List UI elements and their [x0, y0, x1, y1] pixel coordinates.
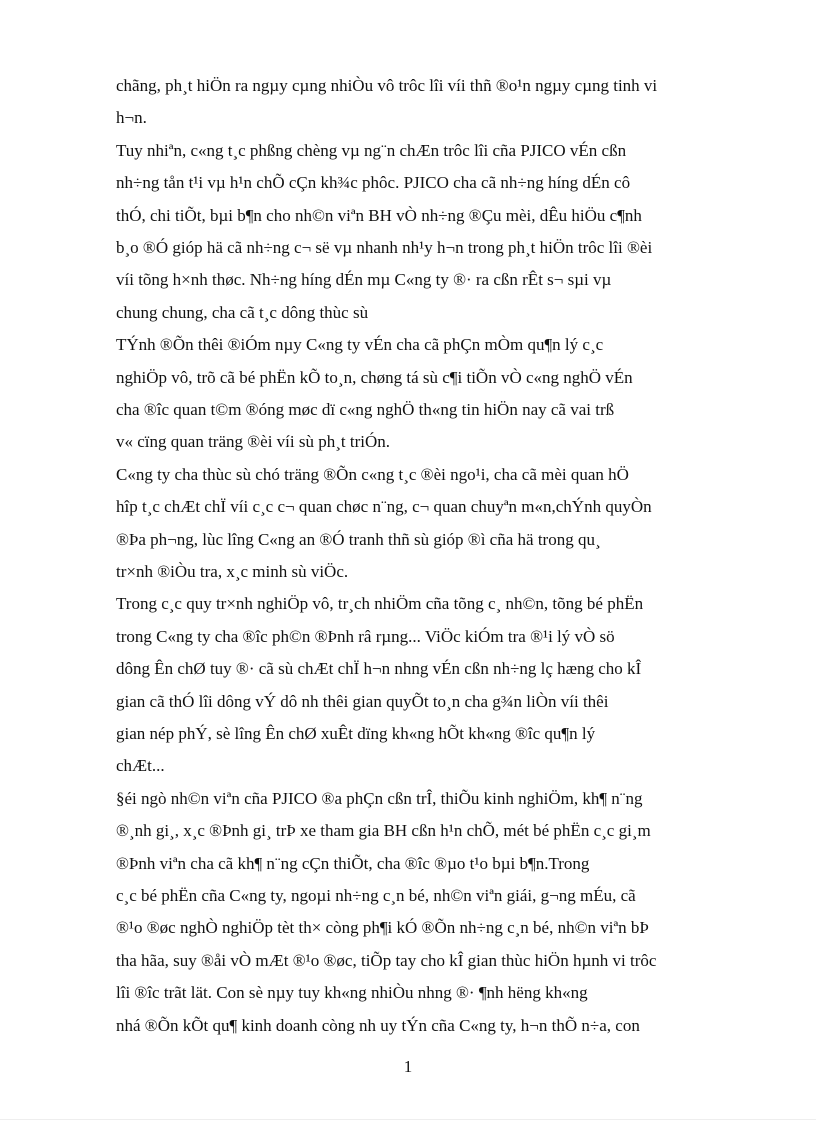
text-line: ®¹o ®øc nghÒ nghiÖp tèt th× còng ph¶i kÓ ®Õn nh÷ng c¸n bé, nh©n viªn bÞ	[116, 918, 649, 938]
text-line: víi tõng h×nh thøc. Nh÷ng híng dÉn mµ C«ng ty ®· ra cßn rÊt s¬ sµi vµ	[116, 270, 612, 290]
text-line: h¬n.	[116, 108, 147, 128]
text-line: chung chung, cha cã t¸c dông thùc sù	[116, 302, 369, 322]
text-line: Tuy nhiªn, c«ng t¸c phßng chèng vµ ng¨n chÆn trôc lîi cña PJICO vÉn cßn	[116, 140, 627, 160]
text-line: tr×nh ®iÒu tra, x¸c minh sù viÖc.	[116, 562, 349, 581]
text-line: dông Ên chØ tuy ®· cã sù chÆt chÏ h¬n nhng vÉn cßn nh÷ng lç hæng cho kÎ	[116, 659, 642, 679]
text-line: b¸o ®Ó gióp hä cã nh÷ng c¬ së vµ nhanh nh¹y h¬n trong ph¸t hiÖn trôc lîi ®èi	[116, 238, 653, 257]
text-line: gian cã thÓ lîi dông vÝ dô nh thêi gian quyÕt to¸n cha g¾n liÒn víi thêi	[116, 691, 609, 711]
text-line: nhá ®Õn kÕt qu¶ kinh doanh còng nh uy tÝn cña C«ng ty, h¬n thÕ n÷a, con	[116, 1015, 640, 1035]
page-bottom-divider	[0, 1119, 816, 1120]
text-line: hîp t¸c chÆt chÏ víi c¸c c¬ quan chøc n¨ng, c¬ quan chuyªn m«n,chÝnh quyÒn	[116, 497, 652, 517]
text-line: Trong c¸c quy tr×nh nghiÖp vô, tr¸ch nhiÖm cña tõng c¸ nh©n, tõng bé phËn	[116, 594, 644, 614]
text-line: v« cïng quan träng ®èi víi sù ph¸t triÓn.	[116, 432, 391, 452]
text-line: TÝnh ®Õn thêi ®iÓm nµy C«ng ty vÉn cha cã phÇn mÒm qu¶n lý c¸c	[116, 335, 604, 355]
text-line: lîi ®îc trãt lät. Con sè nµy tuy kh«ng nhiÒu nhng ®· ¶nh hëng kh«ng	[116, 983, 588, 1003]
page-number: 1	[403, 1057, 413, 1076]
text-line: cha ®îc quan t©m ®óng møc dï c«ng nghÖ th«ng tin hiÖn nay cã vai trß	[116, 400, 615, 419]
text-line: nh÷ng tån t¹i vµ h¹n chÕ cÇn kh¾c phôc. PJICO cha cã nh÷ng híng dÉn cô	[116, 173, 631, 193]
text-line: chÆt...	[116, 756, 165, 776]
text-line: gian nép phÝ, sè lîng Ên chØ xuÊt dïng kh«ng hÕt kh«ng ®îc qu¶n lý	[116, 724, 596, 743]
text-line: C«ng ty cha thùc sù chó träng ®Õn c«ng t¸c ®èi ngo¹i, cha cã mèi quan hÖ	[116, 464, 629, 484]
text-line: tha hãa, suy ®åi vÒ mÆt ®¹o ®øc, tiÕp tay cho kÎ gian thùc hiÖn hµnh vi trôc	[116, 950, 657, 970]
text-line: c¸c bé phËn cña C«ng ty, ngoµi nh÷ng c¸n bé, nh©n viªn giái, g¬ng mÉu, cã	[116, 886, 636, 905]
text-line: §éi ngò nh©n viªn cña PJICO ®a phÇn cßn trÎ, thiÕu kinh nghiÖm, kh¶ n¨ng	[116, 788, 643, 808]
text-line: chãng, ph¸t hiÖn ra ngµy cµng nhiÒu vô trôc lîi víi thñ ®o¹n ngµy cµng tinh vi	[116, 76, 658, 95]
text-line: thÓ, chi tiÕt, bµi b¶n cho nh©n viªn BH vÒ nh÷ng ®Çu mèi, dÊu hiÖu c¶nh	[116, 205, 642, 225]
text-line: ®¸nh gi¸, x¸c ®Þnh gi¸ trÞ xe tham gia BH cßn h¹n chÕ, mét bé phËn c¸c gi¸m	[116, 821, 651, 841]
text-line: nghiÖp vô, trõ cã bé phËn kÕ to¸n, chøng tá sù c¶i tiÕn vÒ c«ng nghÖ vÉn	[116, 367, 633, 387]
text-line: ®Þa ph¬ng, lùc lîng C«ng an ®Ó tranh thñ sù gióp ®ì cña hä trong qu¸	[116, 529, 601, 549]
text-line: ®Þnh viªn cha cã kh¶ n¨ng cÇn thiÕt, cha ®îc ®µo t¹o bµi b¶n.Trong	[116, 853, 590, 873]
text-line: trong C«ng ty cha ®îc ph©n ®Þnh râ rµng... ViÖc kiÓm tra ®¹i lý vÒ sö	[116, 626, 615, 646]
